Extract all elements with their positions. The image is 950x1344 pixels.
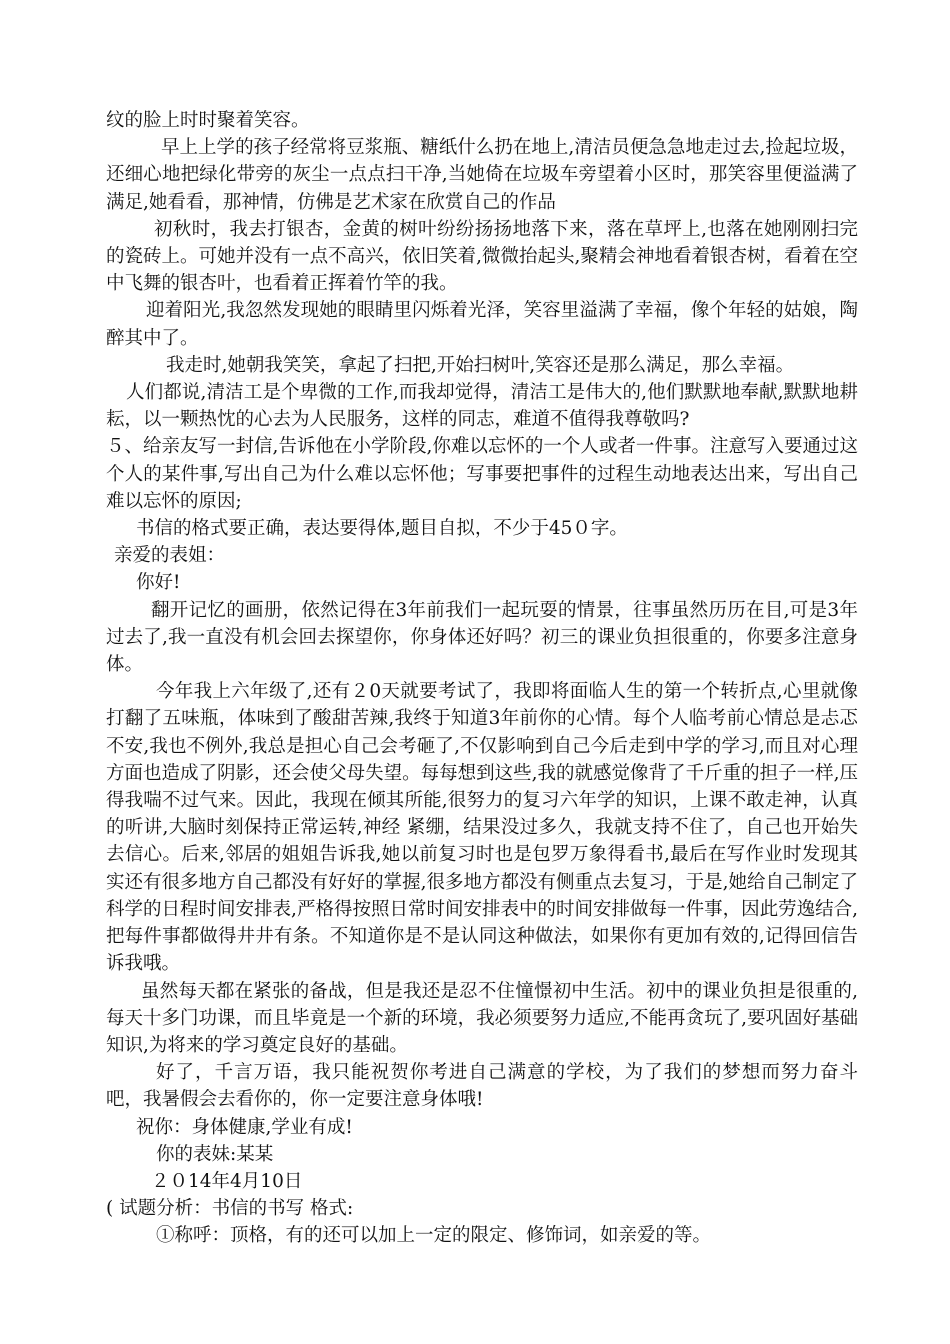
- paragraph-task-5-requirement: 书信的格式要正确，表达要得体,题目自拟，不少于45０字。: [136, 518, 628, 540]
- letter-paragraph-memory: 翻开记忆的画册，依然记得在3年前我们一起玩耍的情景，往事虽然历历在目,可是3年过去了,我一直没有机会回去探望你，你身体还好吗？初三的课业负担很重的，你要多注意身体。: [106, 599, 858, 676]
- letter-salutation: 亲爱的表姐：: [114, 545, 226, 567]
- paragraph-task-5-prompt: ５、给亲友写一封信,告诉他在小学阶段,你难以忘怀的一个人或者一件事。注意写入要通过这个人的某件事,写出自己为什么难以忘怀他；写事要把事件的过程生动地表达出来，写出自己难以忘怀的原因;: [106, 436, 858, 512]
- paragraph-sunlight: 迎着阳光,我忽然发现她的眼睛里闪烁着光泽，笑容里溢满了幸福，像个年轻的姑娘，陶醉其中了。: [106, 300, 858, 349]
- letter-signature: 你的表妹:某某: [156, 1143, 274, 1165]
- document-page: [106, 107, 858, 1250]
- letter-paragraph-middle-school: 虽然每天都在紧张的备战，但是我还是忍不住憧憬初中生活。初中的课业负担是很重的,每天十多门功课，而且毕竟是一个新的环境，我必须要努力适应,不能再贪玩了,要巩固好基础知识,为将来的学习奠定良好的基础。: [106, 980, 858, 1056]
- letter-greeting: 你好!: [136, 572, 181, 594]
- paragraph-conclusion: 人们都说,清洁工是个卑微的工作,而我却觉得，清洁工是伟大的,他们默默地奉献,默默地耕耘，以一颗热忱的心去为人民服务，这样的同志，难道不值得我尊敬吗?: [106, 382, 858, 431]
- letter-date: ２０14年4月10日: [151, 1170, 303, 1192]
- paragraph-early-autumn: 初秋时，我去打银杏，金黄的树叶纷纷扬扬地落下来，落在草坪上,也落在她刚刚扫完的瓷砖上。可她并没有一点不高兴，依旧笑着,微微抬起头,聚精会神地看着银杏树，看着在空中飞舞的银杏叶，也看着正挥着竹竿的我。: [106, 218, 858, 295]
- letter-wish: 祝你：身体健康,学业有成!: [136, 1116, 353, 1138]
- analysis-heading: ( 试题分析：书信的书写 格式:: [106, 1198, 354, 1220]
- paragraph-morning-litter: 早上上学的孩子经常将豆浆瓶、糖纸什么扔在地上,清洁员便急急地走过去,捡起垃圾，还细心地把绿化带旁的灰尘一点点扫干净,当她倚在垃圾车旁望着小区时，那笑容里便溢满了满足,她看看，那神情，仿佛是艺术家在欣赏自己的作品: [106, 137, 858, 213]
- paragraph-leaving: 我走时,她朝我笑笑，拿起了扫把,开始扫树叶,笑容还是那么满足，那么幸福。: [166, 354, 795, 376]
- analysis-point-1: ①称呼：顶格，有的还可以加上一定的限定、修饰词，如亲爱的等。: [156, 1225, 712, 1247]
- paragraph-smile-ending: 纹的脸上时时聚着笑容。: [106, 110, 310, 131]
- letter-paragraph-exam: 今年我上六年级了,还有２0天就要考试了，我即将面临人生的第一个转折点,心里就像打翻了五味瓶，体味到了酸甜苦辣,我终于知道3年前你的心情。每个人临考前心情总是忐忑不安,我也不例外,我总是担心自己会考砸了,不仅影响到自己今后走到中学的学习,而且对心理方面也造成了阴影，还会使父母失望。每每想到这些,我的就感觉像背了千斤重的担子一样,压得我喘不过气来。因此，我现在倾其所能,很努力的复习六年学的知识，上课不敢走神，认真的听讲,大脑时刻保持正常运转,神经 紧绷，结果没过多久，我就支持不住了，自己也开始失去信心。后来,邻居的姐姐告诉我,她以前复习时也是包罗万象得看书,最后在写作业时发现其实还有很多地方自己都没有好好的掌握,很多地方都没有侧重点去复习，于是,她给自己制定了科学的日程时间安排表,严格得按照日常时间安排表中的时间安排做每一件事，因此劳逸结合,把每件事都做得井井有条。不知道你是不是认同这种做法，如果你有更加有效的,记得回信告诉我哦。: [106, 681, 858, 975]
- letter-paragraph-closing: 好了，千言万语，我只能祝贺你考进自己满意的学校，为了我们的梦想而努力奋斗吧，我暑假会去看你的，你一定要注意身体哦!: [106, 1062, 858, 1111]
